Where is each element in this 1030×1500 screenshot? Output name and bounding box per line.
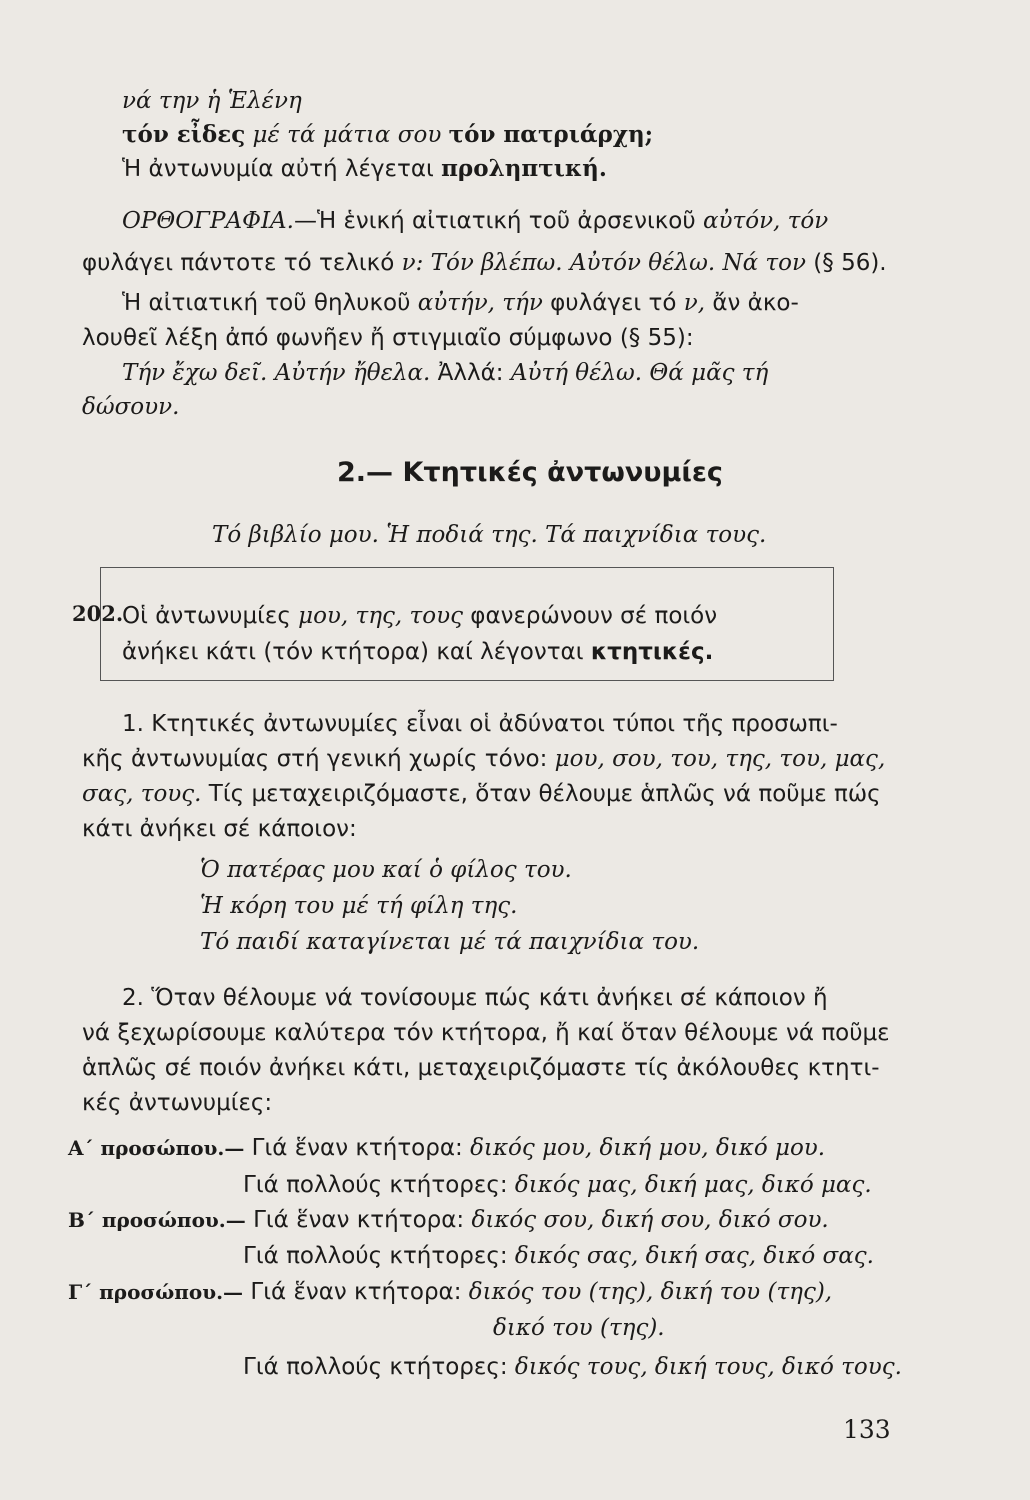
text: ν: Τόν βλέπω. Αὐτόν θέλω. Νά τον xyxy=(401,250,806,276)
p1-line-3 xyxy=(82,779,881,809)
term-proleptic: προληπτική. xyxy=(441,155,607,182)
text-line xyxy=(122,154,607,184)
p2-line-3: ἁπλῶς σέ ποιόν ἀνήκει κάτι, μεταχειριζόμαστε τίς ἀκόλουθες κτητι- xyxy=(82,1055,880,1081)
text: Τίς μεταχειριζόμαστε, ὅταν θέλουμε ἁπλῶς νά ποῦμε πώς xyxy=(201,781,881,807)
p2-line-2: νά ξεχωρίσουμε καλύτερα τόν κτήτορα, ἤ καί ὅταν θέλουμε νά ποῦμε xyxy=(82,1020,890,1046)
text: Ἡ αἰτιατική τοῦ θηλυκοῦ xyxy=(122,290,418,316)
text-line: λουθεῖ λέξη ἀπό φωνῆεν ἤ στιγμιαῖο σύμφωνο (§ 55): xyxy=(82,325,694,351)
person-label: Γ΄ προσώπου.— xyxy=(68,1280,244,1304)
text: Γιά ἕναν κτήτορα: xyxy=(244,1135,471,1161)
text: (§ 56). xyxy=(805,250,887,276)
section-heading: 2.— Κτητικές ἀντωνυμίες xyxy=(337,457,723,488)
text: μου, της, τους xyxy=(298,603,463,629)
text: μέ τά μάτια σου xyxy=(245,122,449,148)
text: σας, τους. xyxy=(82,781,202,807)
p1-line-1: 1. Κτητικές ἀντωνυμίες εἶναι οἱ ἀδύνατοι τύποι τῆς προσωπι- xyxy=(122,711,838,737)
example-1: Ὁ πατέρας μου καί ὁ φίλος του. xyxy=(200,857,572,883)
text: φυλάγει τό xyxy=(542,290,684,316)
text: τόν πατριάρχη; xyxy=(448,121,654,148)
p1-line-2 xyxy=(82,744,885,774)
forms: δικός μου, δική μου, δικό μου. xyxy=(470,1135,826,1161)
p2-line-4: κές ἀντωνυμίες: xyxy=(82,1090,273,1116)
p2-line-1: 2. Ὅταν θέλουμε νά τονίσουμε πώς κάτι ἀνήκει σέ κάποιον ἤ xyxy=(122,985,828,1011)
second-person-row xyxy=(68,1205,829,1235)
example-2: Ἡ κόρη του μέ τή φίλη της. xyxy=(200,893,518,919)
text: κῆς ἀντωνυμίας στή γενική χωρίς τόνο: xyxy=(82,746,555,772)
rule-line-2 xyxy=(122,637,713,667)
rule-line-1 xyxy=(122,601,717,631)
example: Τήν ἔχω δεῖ. Αὐτήν ἤθελα. xyxy=(122,360,431,386)
text: Γιά ἕναν κτήτορα: xyxy=(245,1207,472,1233)
poem-line-2 xyxy=(122,120,653,150)
text: αὐτήν, τήν xyxy=(417,290,543,316)
poem-line-1: νά την ἡ Ἑλένη xyxy=(122,88,302,114)
text-line: δώσουν. xyxy=(82,394,180,420)
text-line xyxy=(82,248,887,278)
text-line xyxy=(122,288,799,318)
p1-line-4: κάτι ἀνήκει σέ κάποιον: xyxy=(82,816,357,842)
text: Οἱ ἀντωνυμίες xyxy=(122,603,299,629)
orthography-label: ΟΡΘΟΓΡΑΦΙΑ. xyxy=(122,208,294,234)
text: φυλάγει πάντοτε τό τελικό xyxy=(82,250,402,276)
text: Γιά ἕναν κτήτορα: xyxy=(243,1279,469,1305)
forms: δικός σου, δική σου, δικό σου. xyxy=(471,1207,829,1233)
person-label: Β΄ προσώπου.— xyxy=(68,1208,246,1232)
forms: δικός τους, δική τους, δικό τους. xyxy=(514,1354,902,1380)
text: ν, xyxy=(683,290,706,316)
first-person-plural xyxy=(243,1170,872,1200)
orthography-line xyxy=(122,206,828,236)
text: —Ἡ ἑνική αἰτιατική τοῦ ἀρσενικοῦ xyxy=(293,208,703,234)
forms: δικός του (της), δική του (της), xyxy=(468,1279,833,1305)
term-possessive: κτητικές. xyxy=(590,639,714,665)
second-person-plural xyxy=(243,1241,874,1271)
text: Γιά πολλούς κτήτορες: xyxy=(243,1243,515,1269)
section-example: Τό βιβλίο μου. Ἡ ποδιά της. Τά παιχνίδια τους. xyxy=(212,522,767,548)
person-label: Α΄ προσώπου.— xyxy=(68,1136,245,1160)
text: ἄν ἀκο- xyxy=(705,290,799,316)
text: αὐτόν, τόν xyxy=(702,208,829,234)
third-person-plural xyxy=(243,1352,902,1382)
forms: δικός μας, δική μας, δικό μας. xyxy=(514,1172,872,1198)
text: Ἡ ἀντωνυμία αὐτή λέγεται xyxy=(122,156,442,182)
paragraph-number: 202. xyxy=(72,601,124,626)
text: Γιά πολλούς κτήτορες: xyxy=(243,1354,515,1380)
text: ἀνήκει κάτι (τόν κτήτορα) καί λέγονται xyxy=(122,639,591,665)
text: Ἀλλά: xyxy=(430,360,511,386)
example-3: Τό παιδί καταγίνεται μέ τά παιχνίδια του. xyxy=(200,929,700,955)
third-person-forms-cont: δικό του (της). xyxy=(493,1315,665,1341)
text: τόν εἶδες xyxy=(122,121,246,148)
first-person-row xyxy=(68,1133,825,1163)
text: μου, σου, του, της, του, μας, xyxy=(554,746,886,772)
page-number: 133 xyxy=(843,1415,891,1444)
text-line xyxy=(122,358,768,388)
example: Αὐτή θέλω. Θά μᾶς τή xyxy=(510,360,769,386)
text: Γιά πολλούς κτήτορες: xyxy=(243,1172,515,1198)
text: φανερώνουν σέ ποιόν xyxy=(462,603,718,629)
forms: δικός σας, δική σας, δικό σας. xyxy=(514,1243,874,1269)
third-person-row xyxy=(68,1277,832,1307)
